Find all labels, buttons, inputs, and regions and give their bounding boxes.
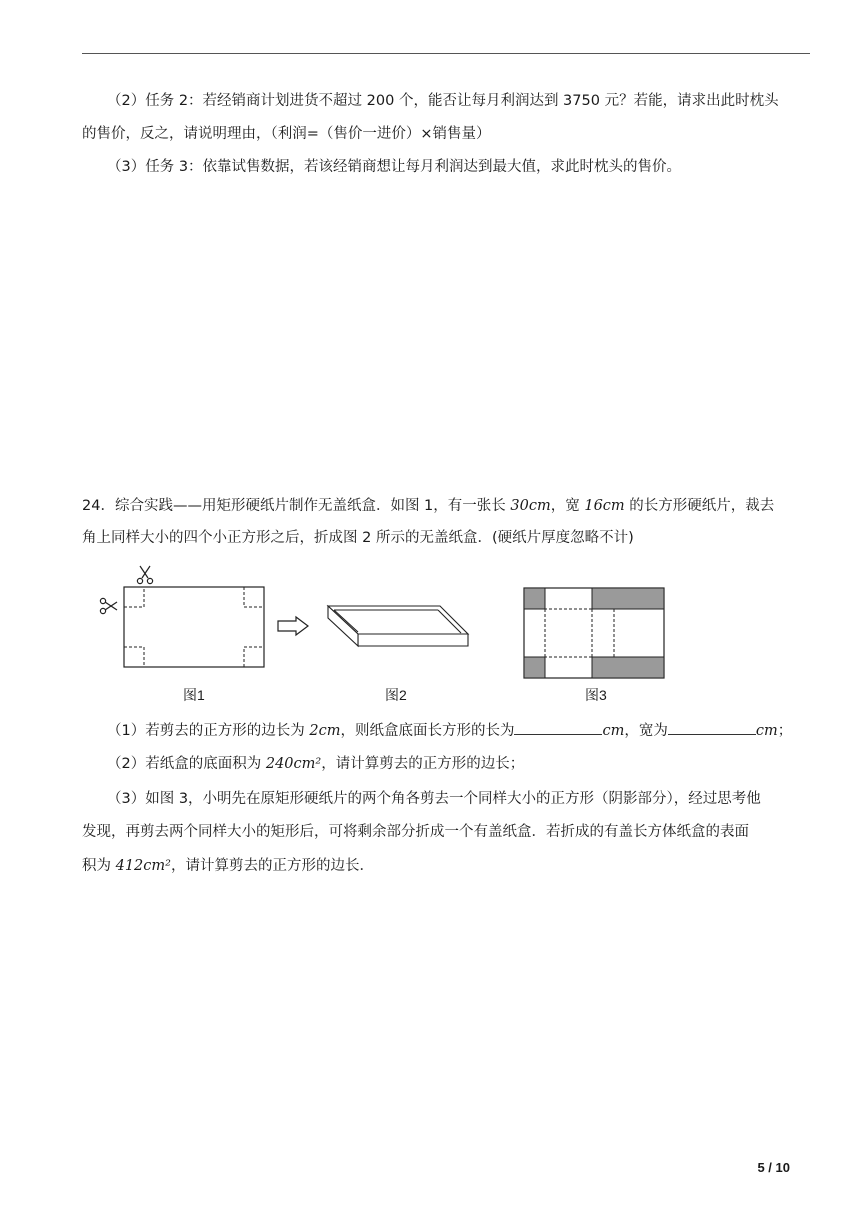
q24-part1: （1）若剪去的正方形的边长为 2cm，则纸盒底面长方形的长为 cm，宽为 cm； bbox=[107, 720, 792, 741]
width-value: 16cm bbox=[584, 498, 625, 514]
page-number: 5 / 10 bbox=[757, 1160, 790, 1175]
header-rule bbox=[82, 53, 810, 54]
q23-task2-line2: 的售价，反之，请说明理由，（利润=（售价一进价）×销售量） bbox=[82, 126, 491, 142]
q24-part3-line3: 积为 412cm²，请计算剪去的正方形的边长． bbox=[82, 858, 374, 874]
scissors-icon-left bbox=[100, 598, 117, 613]
scissors-icon-top bbox=[137, 566, 152, 584]
figure-1-caption: 图1 bbox=[183, 687, 205, 703]
q24-part3-line1: （3）如图 3，小明先在原矩形硬纸片的两个角各剪去一个同样大小的正方形（阴影部分），经过思考他 bbox=[107, 791, 761, 807]
q24-part3-line2: 发现，再剪去两个同样大小的矩形后，可将剩余部分折成一个有盖纸盒．若折成的有盖长方体纸盒的表面 bbox=[82, 824, 749, 840]
answer-blank-width[interactable] bbox=[668, 720, 756, 735]
answer-blank-length[interactable] bbox=[514, 720, 602, 735]
q24-intro-line1: 24．综合实践——用矩形硬纸片制作无盖纸盒．如图 1，有一张长 30cm，宽 16cm 的长方形硬纸片，裁去 bbox=[82, 498, 775, 514]
q23-task3: （3）任务 3：依靠试售数据，若该经销商想让每月利润达到最大值，求此时枕头的售价。 bbox=[107, 159, 682, 175]
figure-2-caption: 图2 bbox=[385, 687, 407, 703]
q23-task2-line1: （2）任务 2：若经销商计划进货不超过 200 个，能否让每月利润达到 3750 元？若能，请求出此时枕头 bbox=[107, 93, 779, 109]
arrow-right-icon bbox=[276, 616, 312, 636]
q24-part2: （2）若纸盒的底面积为 240cm²，请计算剪去的正方形的边长； bbox=[107, 756, 525, 772]
figure-1 bbox=[95, 560, 270, 680]
length-value: 30cm bbox=[510, 498, 551, 514]
figure-3-caption: 图3 bbox=[585, 687, 607, 703]
q24-intro-line2: 角上同样大小的四个小正方形之后，折成图 2 所示的无盖纸盒．(硬纸片厚度忽略不计) bbox=[82, 530, 634, 546]
figure-3 bbox=[520, 585, 670, 680]
figure-2 bbox=[320, 598, 475, 658]
